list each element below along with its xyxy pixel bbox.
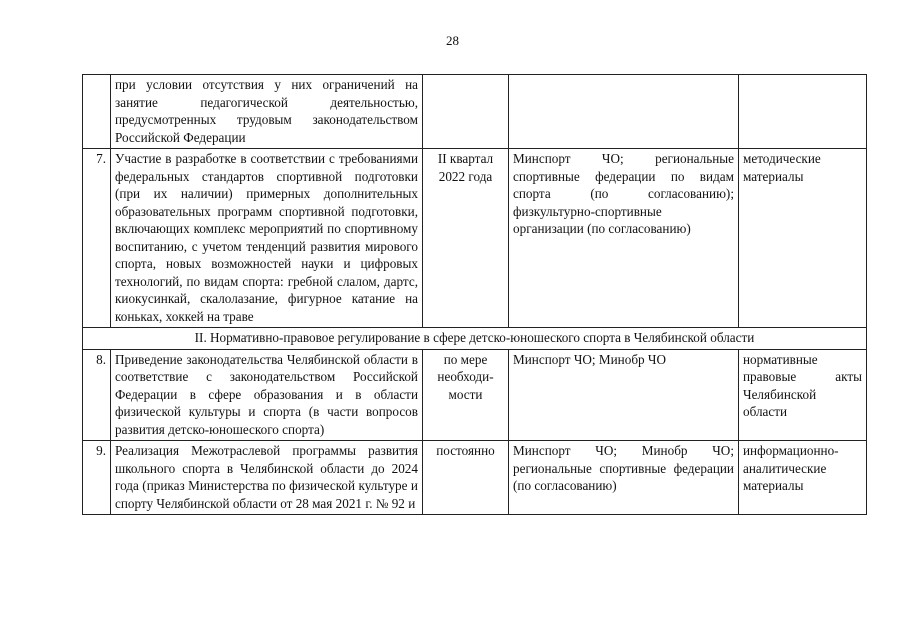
row-number: 9. [83, 441, 111, 515]
row-number: 8. [83, 349, 111, 441]
table-row-7 [83, 149, 867, 328]
term-cell [423, 75, 509, 149]
activity-cell: при условии отсутствия у них ограничений на занятие педагогической деятельностью, предусмотренных трудовым законодательством Российской Федерации [111, 75, 423, 149]
responsible-cell [509, 75, 739, 149]
term-line: мости [448, 386, 483, 402]
page-number: 28 [446, 33, 459, 48]
responsible-cell: Минспорт ЧО; региональные спортивные федерации по видам спорта (по согласованию); физкультурно-спортивные организации (по согласованию) [509, 149, 739, 328]
table-row-8 [83, 349, 867, 441]
activity-cell: Реализация Межотраслевой программы развития школьного спорта в Челябинской области до 2024 года (приказ Министерства по физической культуре и спорту Челябинской области от 28 мая 2021 г. № 92 и [111, 441, 423, 515]
activity-cell: Участие в разработке в соответствии с требованиями федеральных стандартов спортивной подготовки (при их наличии) примерных дополнительных образовательных программ спортивной подготовки, включающих комплекс мероприятий по спортивному воспитанию, с учетом тенденций развития мирового спорта, новых возможностей науки и цифровых технологий, по видам спорта: гребной слалом, дартс, киокусинкай, скалолазание, фигурное катание на коньках, хоккей на траве [111, 149, 423, 328]
term-cell: постоянно [423, 441, 509, 515]
plan-table [82, 74, 867, 515]
responsible-cell: Минспорт ЧО; Минобр ЧО; региональные спортивные федерации (по согласованию) [509, 441, 739, 515]
table-row-9 [83, 441, 867, 515]
activity-cell: Приведение законодательства Челябинской области в соответствие с законодательством Российской Федерации в сфере образования и в области физической культуры и спорта (в части вопросов развития детско-юношеского спорта) [111, 349, 423, 441]
result-cell [739, 75, 867, 149]
row-number: 7. [83, 149, 111, 328]
section-title: II. Нормативно-правовое регулирование в сфере детско-юношеского спорта в Челябинской области [83, 328, 867, 350]
term-cell [423, 349, 509, 441]
term-line: необходи- [437, 369, 494, 384]
term-cell: II квартал 2022 года [423, 149, 509, 328]
result-cell: нормативные правовые акты Челябинской области [739, 349, 867, 441]
result-cell: информационно-аналитические материалы [739, 441, 867, 515]
responsible-cell: Минспорт ЧО; Минобр ЧО [509, 349, 739, 441]
row-number [83, 75, 111, 149]
section-header-row [83, 328, 867, 350]
table-row-continuation [83, 75, 867, 149]
term-line: по мере [443, 351, 488, 367]
result-cell: методические материалы [739, 149, 867, 328]
